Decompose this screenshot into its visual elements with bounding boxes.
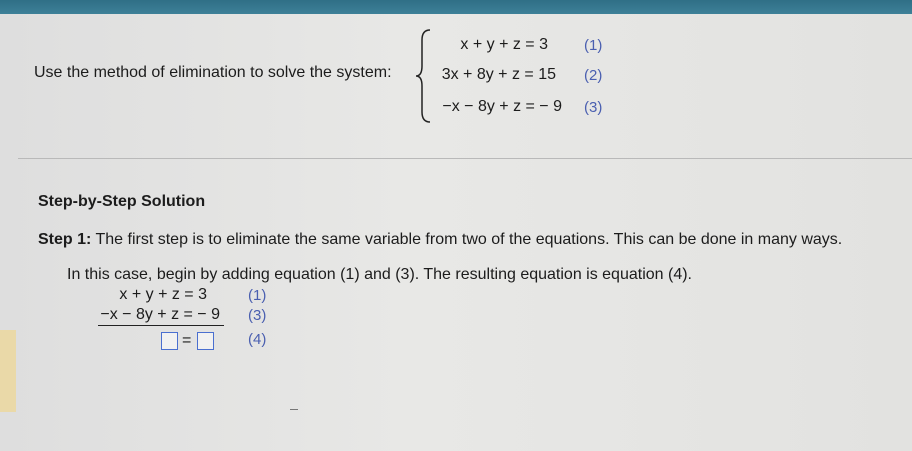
result-right-input[interactable] — [197, 332, 214, 350]
result-left-input[interactable] — [161, 332, 178, 350]
top-bar — [0, 0, 912, 14]
system-equation-1: x + y + z = 3 — [460, 36, 548, 53]
work-equation-2: −x − 8y + z = − 9 — [100, 306, 220, 323]
step-1-text: The first step is to eliminate the same variable from two of the equations. This can be done in many ways. — [95, 231, 843, 248]
system-equation-1-number: (1) — [584, 37, 603, 54]
step-description: In this case, begin by adding equation (1) and (3). The resulting equation is equation (4). — [67, 266, 692, 283]
system-equation-3: −x − 8y + z = − 9 — [442, 98, 562, 115]
result-equation-number: (4) — [248, 331, 267, 348]
system-equation-3-number: (3) — [584, 99, 603, 116]
sum-line — [98, 325, 224, 326]
section-divider — [18, 158, 912, 159]
step-1-label: Step 1: — [38, 231, 92, 248]
solution-title: Step-by-Step Solution — [38, 193, 206, 210]
result-equals-sign: = — [182, 332, 192, 349]
step-1 — [38, 231, 842, 249]
work-equation-1: x + y + z = 3 — [119, 286, 207, 303]
left-edge-strip — [0, 330, 16, 412]
stray-mark — [290, 409, 298, 410]
work-equation-2-number: (3) — [248, 307, 267, 324]
work-equation-1-number: (1) — [248, 287, 267, 304]
system-equation-2: 3x + 8y + z = 15 — [441, 66, 556, 83]
problem-prompt: Use the method of elimination to solve the system: — [34, 64, 392, 81]
system-equation-2-number: (2) — [584, 67, 603, 84]
